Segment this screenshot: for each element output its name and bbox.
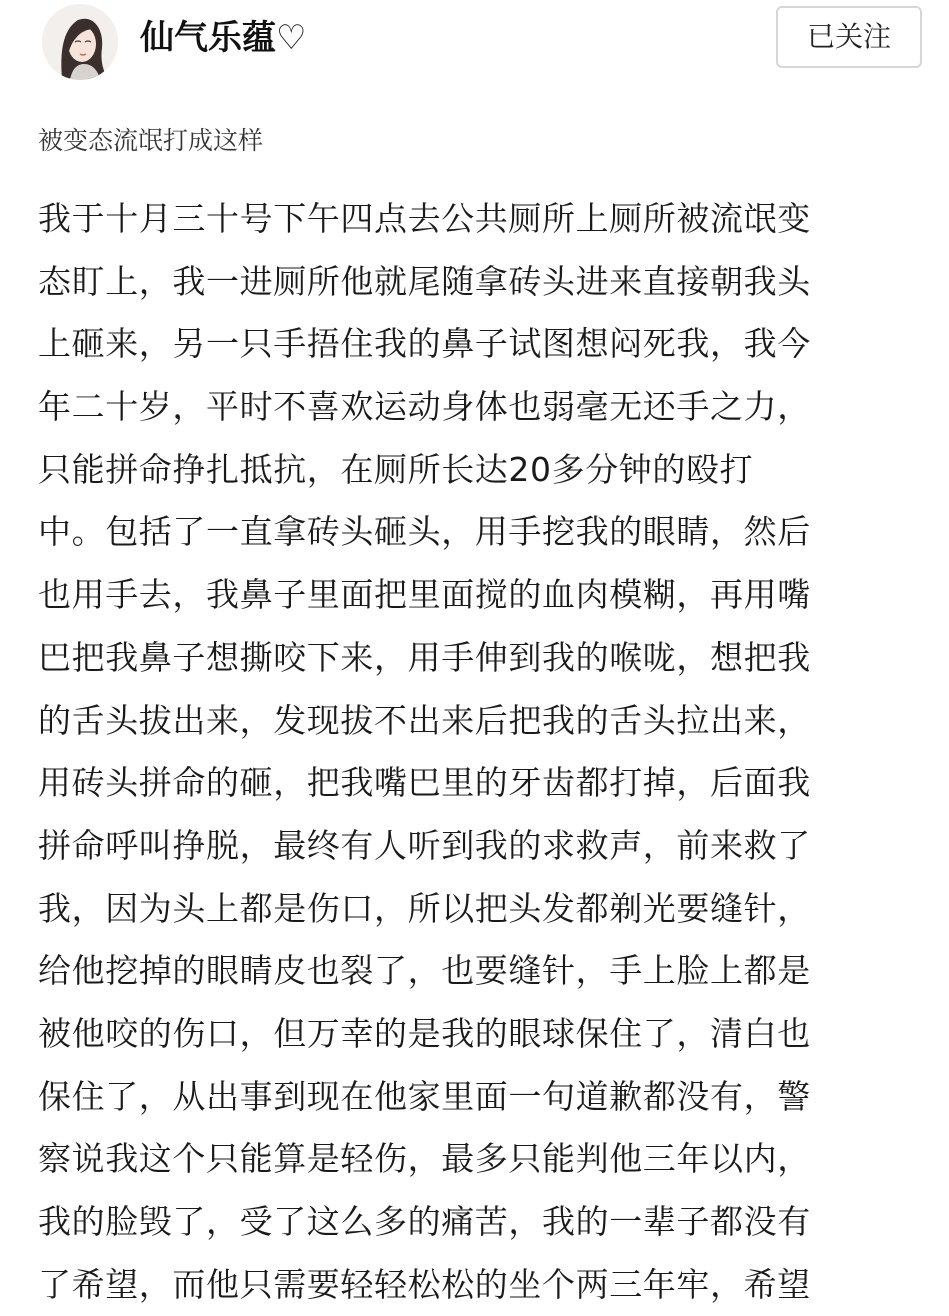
post-body-line: 了希望，而他只需要轻轻松松的坐个两三年牢，希望 <box>38 1264 811 1304</box>
username[interactable]: 仙气乐蕴♡ <box>140 18 307 58</box>
post-body-line: 察说我这个只能算是轻伤，最多只能判他三年以内， <box>38 1139 811 1179</box>
post-body <box>38 188 918 1316</box>
post-body-line: 拼命呼叫挣脱，最终有人听到我的求救声，前来救了 <box>38 825 811 865</box>
post-body-line: 用砖头拼命的砸，把我嘴巴里的牙齿都打掉，后面我 <box>38 763 811 803</box>
post-body-line: 我，因为头上都是伤口，所以把头发都剃光要缝针， <box>38 888 811 928</box>
post-body-line: 中。包括了一直拿砖头砸头，用手挖我的眼睛，然后 <box>38 512 811 552</box>
post-body-line: 的舌头拔出来，发现拔不出来后把我的舌头拉出来， <box>38 700 811 740</box>
avatar-illustration <box>42 4 118 80</box>
post-body-line: 保住了，从出事到现在他家里面一句道歉都没有，警 <box>38 1076 811 1116</box>
post-body-line: 年二十岁，平时不喜欢运动身体也弱毫无还手之力， <box>38 387 811 427</box>
post-header <box>0 0 949 92</box>
post-title: 被变态流氓打成这样 <box>38 126 264 155</box>
post-body-line: 给他挖掉的眼睛皮也裂了，也要缝针，手上脸上都是 <box>38 951 811 991</box>
avatar[interactable] <box>42 4 118 80</box>
post-body-line: 只能拼命挣扎抵抗，在厕所长达20多分钟的殴打 <box>38 449 754 489</box>
post-body-line: 我的脸毁了，受了这么多的痛苦，我的一辈子都没有 <box>38 1202 811 1241</box>
post-body-line: 也用手去，我鼻子里面把里面搅的血肉模糊，再用嘴 <box>38 575 811 615</box>
post-body-line: 我于十月三十号下午四点去公共厕所上厕所被流氓变 <box>38 199 811 238</box>
following-button[interactable]: 已关注 <box>776 6 922 68</box>
post-body-line: 态盯上，我一进厕所他就尾随拿砖头进来直接朝我头 <box>38 261 811 301</box>
post-body-line: 巴把我鼻子想撕咬下来，用手伸到我的喉咙，想把我 <box>38 637 811 677</box>
post-body-line: 被他咬的伤口，但万幸的是我的眼球保住了，清白也 <box>38 1013 811 1053</box>
post-body-line: 上砸来，另一只手捂住我的鼻子试图想闷死我，我今 <box>38 324 811 364</box>
